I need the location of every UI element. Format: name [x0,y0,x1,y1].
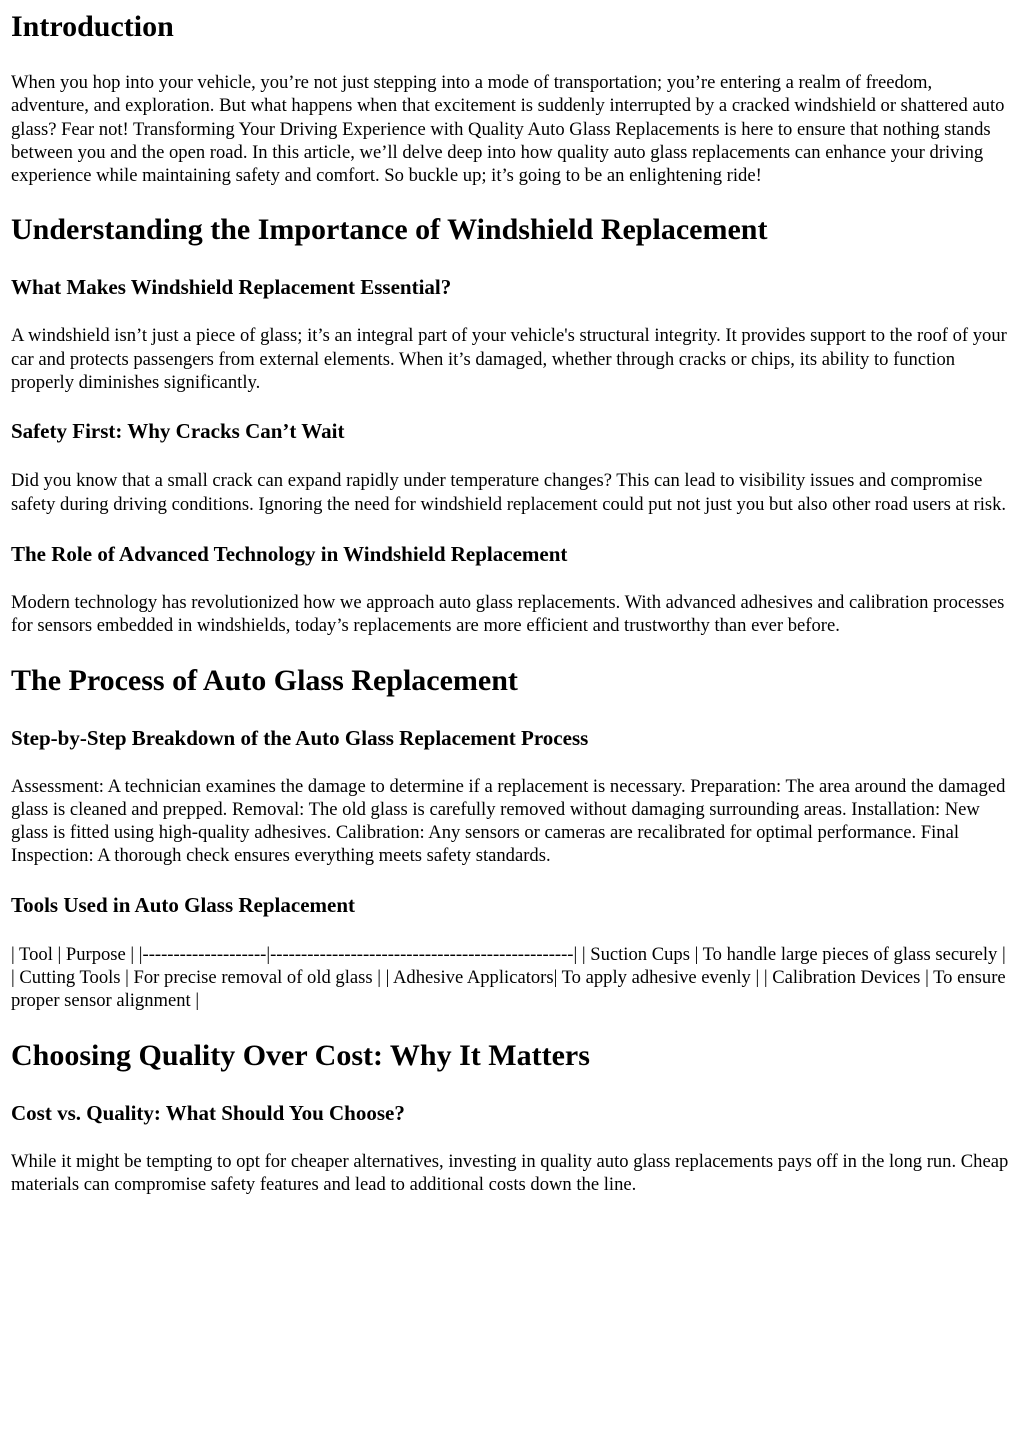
subsection-heading-cost-vs-quality: Cost vs. Quality: What Should You Choose? [11,1100,405,1125]
section-heading-windshield-importance: Understanding the Importance of Windshield Replacement [11,213,768,247]
subsection-paragraph-technology: Modern technology has revolutionized how we approach auto glass replacements. With advanced adhesives and calibration processes for sensors embedded in windshields, today’s replacements are more efficient and trustworthy than ever before. [11,591,1005,637]
subsection-paragraph-tools-table: | Tool | Purpose | |--------------------|-------------------------------------------------| | Suction Cups | To handle large pieces of glass securely | | Cutting Tools | For precise removal of old glass | | Adhesive Applicators| To apply adhesive evenly | | Calibration Devices | To ensure proper sensor alignment | [11,943,1006,1012]
subsection-heading-safety: Safety First: Why Cracks Can’t Wait [11,419,345,444]
intro-paragraph: When you hop into your vehicle, you’re not just stepping into a mode of transportation; you’re entering a realm of freedom, adventure, and exploration. But what happens when that excitement is suddenly interrupted by a cracked windshield or shattered auto glass? Fear not! Transforming Your Driving Experience with Quality Auto Glass Replacements is here to ensure that nothing stands between you and the open road. In this article, we’ll delve deep into how quality auto glass replacements can enhance your driving experience while maintaining safety and comfort. So buckle up; it’s going to be an enlightening ride! [11,72,1005,187]
section-heading-process: The Process of Auto Glass Replacement [11,663,518,697]
section-heading-quality-over-cost: Choosing Quality Over Cost: Why It Matters [11,1038,590,1072]
subsection-paragraph-cost-vs-quality: While it might be tempting to opt for cheaper alternatives, investing in quality auto glass replacements pays off in the long run. Cheap materials can compromise safety features and lead to additional costs down the line. [11,1150,1009,1195]
article [0,10,1024,1196]
subsection-heading-tools: Tools Used in Auto Glass Replacement [11,892,356,917]
subsection-paragraph-safety: Did you know that a small crack can expand rapidly under temperature changes? This can lead to visibility issues and compromise safety during driving conditions. Ignoring the need for windshield replacement could put not just you but also other road users at risk. [11,470,1007,515]
subsection-paragraph-essential: A windshield isn’t just a piece of glass; it’s an integral part of your vehicle's structural integrity. It provides support to the roof of your car and protects passengers from external elements. When it’s damaged, whether through cracks or chips, its ability to function properly diminishes significantly. [11,325,1007,394]
intro-heading: Introduction [11,10,174,43]
subsection-heading-essential: What Makes Windshield Replacement Essential? [11,275,452,300]
subsection-paragraph-step-by-step: Assessment: A technician examines the damage to determine if a replacement is necessary. Preparation: The area around the damaged glass is cleaned and prepped. Removal: The old glass is carefully removed without damaging surrounding areas. Installation: New glass is fitted using high-quality adhesives. Calibration: Any sensors or cameras are recalibrated for optimal performance. Final Inspection: A thorough check ensures everything meets safety standards. [11,775,1006,867]
subsection-heading-technology: The Role of Advanced Technology in Windshield Replacement [11,541,568,566]
subsection-heading-step-by-step: Step-by-Step Breakdown of the Auto Glass Replacement Process [11,725,589,750]
